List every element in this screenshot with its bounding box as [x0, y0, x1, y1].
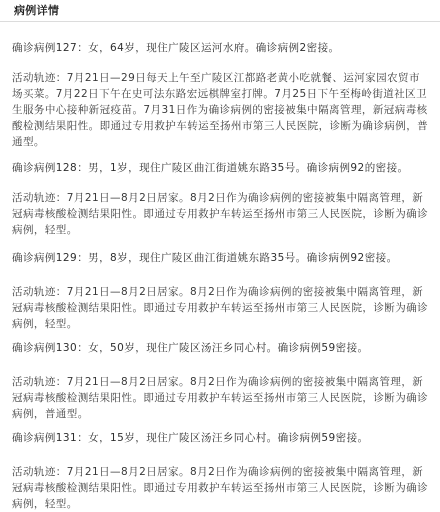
case-130-summary: 确诊病例130：女，50岁，现住广陵区汤汪乡同心村。确诊病例59密接。	[12, 342, 369, 354]
case-127-summary: 确诊病例127：女，64岁，现住广陵区运河水府。确诊病例2密接。	[12, 42, 340, 54]
case-131-summary: 确诊病例131：女，15岁，现住广陵区汤汪乡同心村。确诊病例59密接。	[12, 432, 369, 444]
case-129-summary: 确诊病例129：男，8岁，现住广陵区曲江街道姚东路35号。确诊病例92密接。	[12, 252, 398, 264]
case-129-activity: 活动轨迹：7月21日—8月2日居家。8月2日作为确诊病例的密接被集中隔离管理，新冠病毒核酸检测结果阳性。即通过专用救护车转运至扬州市第三人民医院，诊断为确诊病例，轻型。	[12, 286, 429, 330]
case-130-activity: 活动轨迹：7月21日—8月2日居家。8月2日作为确诊病例的密接被集中隔离管理，新冠病毒核酸检测结果阳性。即通过专用救护车转运至扬州市第三人民医院，诊断为确诊病例，普通型。	[12, 376, 429, 420]
case-128-summary: 确诊病例128：男，1岁，现住广陵区曲江街道姚东路35号。确诊病例92的密接。	[12, 162, 409, 174]
case-127-activity: 活动轨迹：7月21日—29日每天上午至广陵区江都路老黄小吃就餐、运河家园农贸市场买菜。7月22日下午在史可法东路宏远棋牌室打牌。7月25日下午至梅岭街道社区卫生服务中心接种新冠疫苗。7月31日作为确诊病例的密接被集中隔离管理，新冠病毒核酸检测结果阳性。即通过专用救护车转运至扬州市第三人民医院，诊断为确诊病例，普通型。	[12, 72, 429, 148]
case-128-activity: 活动轨迹：7月21日—8月2日居家。8月2日作为确诊病例的密接被集中隔离管理，新冠病毒核酸检测结果阳性。即通过专用救护车转运至扬州市第三人民医院，诊断为确诊病例，轻型。	[12, 192, 429, 236]
case-details-header	[0, 0, 440, 20]
page-title: 病例详情	[14, 4, 60, 17]
case-131-activity: 活动轨迹：7月21日—8月2日居家。8月2日作为确诊病例的密接被集中隔离管理，新冠病毒核酸检测结果阳性。即通过专用救护车转运至扬州市第三人民医院，诊断为确诊病例，轻型。	[12, 466, 429, 510]
header-divider	[0, 21, 440, 22]
